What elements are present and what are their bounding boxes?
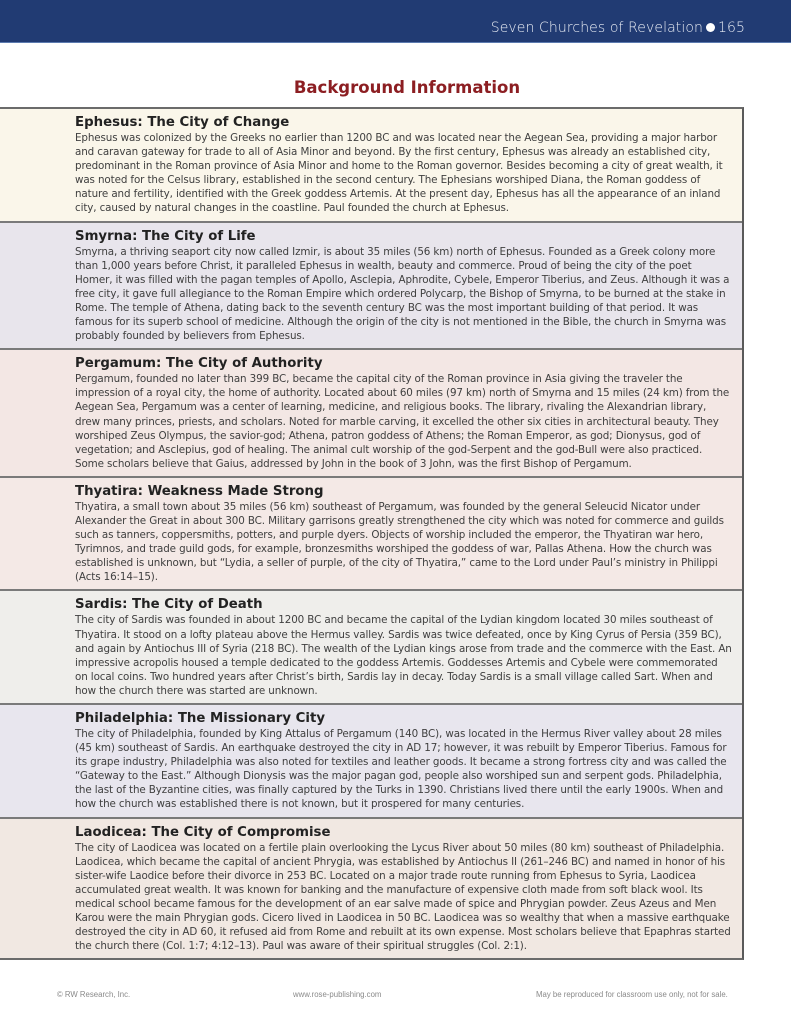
section-body: Ephesus was colonized by the Greeks no earlier than 1200 BC and was located near the Aegean Sea, providing a major harbor and caravan gateway for trade to all of Asia Minor and beyond. By the first century, Ephesus was already an established city, predominant in the Roman province of Asia Minor and home to the Roman governor. Besides becoming a city of great wealth, it was noted for the Celsus library, established in the second century. The Ephesians worshiped Diana, the Roman goddess of nature and fertility, identified with the Greek goddess Artemis. At the present day, Ephesus has all the appearance of an inland city, caused by natural changes in the coastline. Paul founded the church at Ephesus. xyxy=(75,132,723,215)
footer-notice: May be reproduced for classroom use only, not for sale. xyxy=(536,990,728,999)
page-number: 165 xyxy=(717,20,745,36)
section-body: The city of Laodicea was located on a fertile plain overlooking the Lycus River about 50 miles (80 km) southeast of Philadelphia. Laodicea, which became the capital of ancient Phrygia, was established by Antiochus II (261–246 BC) and named in honor of his sister-wife Laodice before their divorce in 253 BC. Located on a major trade route running from Ephesus to Syria, Laodicea accumulated great wealth. It was known for banking and the manufacture of expensive cloth made from soft black wool. Its medical school became famous for the development of an ear salve made of spice and Phrygian powder. Zeus Azeus and Men Karou were the main Phrygian gods. Cicero lived in Laodicea in 50 BC. Laodicea was so wealthy that when a massive earthquake destroyed the city in AD 60, it refused aid from Rome and rebuilt at its own expense. Most scholars believe that Epaphras started the church there (Col. 1:7; 4:12–13). Paul was aware of their spiritual struggles (Col. 2:1). xyxy=(75,841,731,953)
section-sardis xyxy=(0,591,742,705)
footer-copyright: © RW Research, Inc. xyxy=(57,990,131,999)
running-title: Seven Churches of Revelation xyxy=(490,20,703,36)
section-body: Pergamum, founded no later than 399 BC, became the capital city of the Roman province in Asia giving the traveler the impression of a royal city, the home of authority. Located about 60 miles (97 km) north of Smyrna and 15 miles (24 km) from the Aegean Sea, Pergamum was a center of learning, medicine, and religious books. The library, rivaling the Alexandrian library, drew many princes, priests, and scholars. Noted for marble carving, it excelled the other six cities in architectural beauty. They worshiped Zeus Olympus, the savior-god; Athena, patron goddess of Athens; the Roman Emperor, as god; Dionysus, god of vegetation; and Asclepius, god of healing. The animal cult worship of the god-Serpent and the god-Bull were also practiced. Some scholars believe that Gaius, addressed by John in the book of 3 John, was the first Bishop of Pergamum. xyxy=(75,373,730,470)
section-body: The city of Sardis was founded in about 1200 BC and became the capital of the Lydian kingdom located 30 miles southeast of Thyatira. It stood on a lofty plateau above the Hermus valley. Sardis was twice defeated, once by King Cyrus of Persia (359 BC), and again by Antiochus III of Syria (218 BC). The wealth of the Lydian kings arose from trade and the commerce with the East. An impressive acropolis housed a temple dedicated to the goddess Artemis. Goddesses Artemis and Cybele were commemorated on local coins. Two hundred years after Christ’s birth, Sardis lay in decay. Today Sardis is a small village called Sart. When and how the church there was started are unknown. xyxy=(75,614,732,697)
section-title: Philadelphia: The Missionary City xyxy=(75,711,325,726)
bullet-dot-icon xyxy=(706,23,715,32)
section-title: Thyatira: Weakness Made Strong xyxy=(75,483,324,499)
section-pergamum xyxy=(0,350,742,478)
page-title: Background Information xyxy=(293,78,521,97)
section-body: Thyatira, a small town about 35 miles (56 km) southeast of Pergamum, was founded by the general Seleucid Nicator under Alexander the Great in about 300 BC. Military garrisons greatly strengthened the city which was noted for commerce and guilds such as tanners, coppersmiths, potters, and purple dyers. Objects of worship included the emperor, the Thyatiran war hero, Tyrimnos, and trade guild gods, for example, bronzesmiths worshiped the goddess of war, Pallas Athena. How the church was established is unknown, but “Lydia, a seller of purple, of the city of Thyatira,” came to the Lord under Paul’s ministry in Philippi (Acts 16:14–15). xyxy=(75,500,724,584)
section-title: Pergamum: The City of Authority xyxy=(75,356,323,372)
section-laodicea xyxy=(0,819,742,959)
section-title: Laodicea: The City of Compromise xyxy=(75,824,331,840)
page-footer xyxy=(0,990,791,1004)
section-thyatira xyxy=(0,478,742,592)
footer-website: www.rose-publishing.com xyxy=(293,990,382,999)
section-title: Ephesus: The City of Change xyxy=(75,115,290,130)
section-title: Sardis: The City of Death xyxy=(75,597,263,613)
section-body: Smyrna, a thriving seaport city now called Izmir, is about 35 miles (56 km) north of Ephesus. Founded as a Greek colony more than 1,000 years before Christ, it paralleled Ephesus in wealth, beauty and commerce. Proud of being the city of the poet Homer, it was filled with the pagan temples of Apollo, Asclepia, Aphrodite, Cybele, Emperor Tiberius, and Zeus. Although it was a free city, it gave full allegiance to the Roman Empire which ordered Polycarp, the Bishop of Smyrna, to be burned at the stake in Rome. The temple of Athena, dating back to the seventh century BC was the most important building of that period. It was famous for its superb school of medicine. Although the origin of the city is not mentioned in the Bible, the church in Smyrna was probably founded by believers from Ephesus. xyxy=(75,245,730,343)
section-philadelphia xyxy=(0,705,742,819)
section-body: The city of Philadelphia, founded by King Attalus of Pergamum (140 BC), was located in the Hermus River valley about 28 miles (45 km) southeast of Sardis. An earthquake destroyed the city in AD 17; however, it was rebuilt by Emperor Tiberius. Famous for its grape industry, Philadelphia was also noted for textiles and leather goods. It became a strong fortress city and was called the “Gateway to the East.” Although Dionysis was the major pagan god, people also worshiped sun and serpent gods. Philadelphia, the last of the Byzantine cities, was finally captured by the Turks in 1390. Christians lived there until the early 1900s. When and how the church was established there is not known, but it prospered for many centuries. xyxy=(75,728,727,811)
section-smyrna xyxy=(0,223,742,351)
running-header xyxy=(491,20,745,36)
header-bar xyxy=(0,0,791,43)
background-info-box xyxy=(0,107,744,960)
section-title: Smyrna: The City of Life xyxy=(75,228,256,244)
section-ephesus xyxy=(0,109,742,223)
